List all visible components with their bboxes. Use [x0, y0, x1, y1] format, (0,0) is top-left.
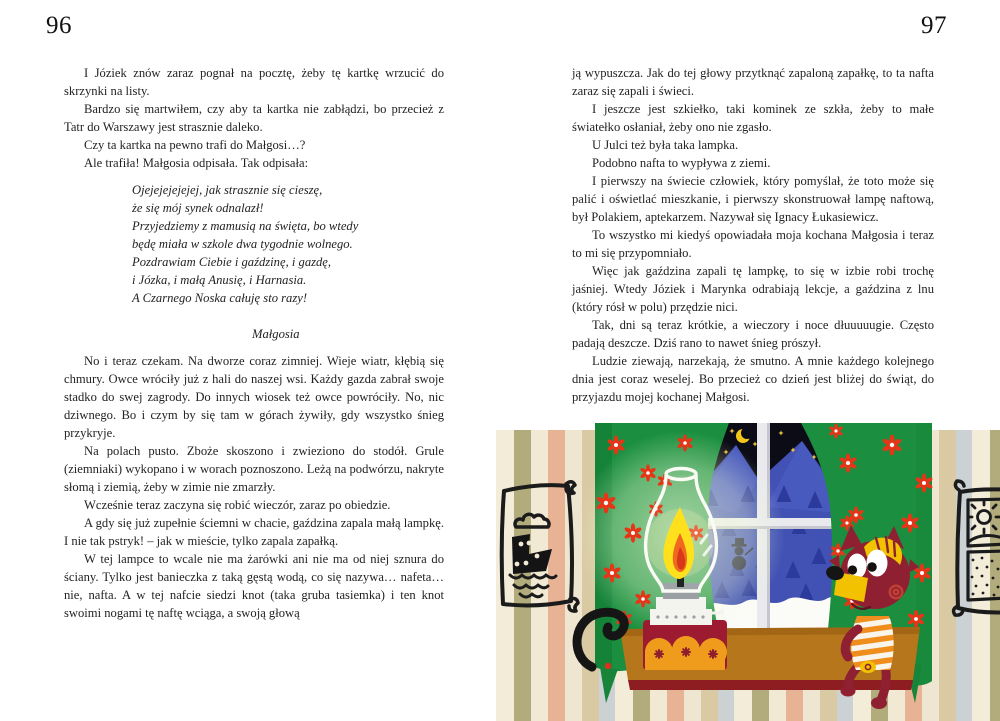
paragraph: A gdy się już zupełnie ściemni w chacie, gaździna zapala małą lampkę. I nie tak pstryk! – jak w mieście, tylko zapala zapałką.	[64, 516, 444, 548]
cat-front-foot	[841, 686, 856, 697]
paragraph: U Julci też była taka lampka.	[592, 138, 739, 152]
letter-line: i Józka, i małą Anusię, i Harnasia.	[132, 273, 307, 287]
page-number-left: 96	[46, 12, 72, 39]
paragraph: Czy ta kartka na pewno trafi do Małgosi…?	[84, 138, 306, 152]
paragraph: I pierwszy na świecie człowiek, który pomyślał, że toto może się palić i oświetlać mieszkanie, i pierwszy skonstruował lampę naftową, był Polakiem, aptekarzem. Nazywał się Ignacy Łukasiewicz.	[572, 174, 934, 224]
letter-line: Pozdrawiam Ciebie i gaździnę, i gazdę,	[132, 255, 332, 269]
paragraph: W tej lampce to wcale nie ma żarówki ani nie ma od niej sznura do ściany. Tylko jest banieczka z taką gęstą wodą, co się nazywa… nafeta… nie, nafta. A w tej nafcie siedzi knot (taka gruba tasiemka) i ten knot swoimi nogami tę naftę wciąga, a swoją głową	[64, 552, 444, 620]
letter-line: A Czarnego Noska całuję sto razy!	[132, 291, 308, 305]
letter-line: będę miała w szkole dwa tygodnie wolnego.	[132, 237, 353, 251]
paragraph: I Józiek znów zaraz pognał na pocztę, żeby tę kartkę wrzucić do skrzynki na listy.	[64, 66, 444, 98]
paragraph: Więc jak gaździna zapali tę lampkę, to się w izbie robi trochę jaśniej. Wtedy Józiek i Marynka odrabiają lekcje, a gaździna z lnu (który rósł w polu) przędzie nici.	[572, 264, 934, 314]
paragraph: Podobno nafta to wypływa z ziemi.	[592, 156, 771, 170]
cat-belly	[860, 661, 876, 673]
paragraph: Ale trafiła! Małgosia odpisała. Tak odpisała:	[84, 156, 309, 170]
paragraph: ją wypuszcza. Jak do tej głowy przytknąć zapaloną zapałkę, to ta nafta zaraz się zapali i świeci.	[572, 66, 934, 98]
letter-from-malgosia	[132, 181, 444, 307]
lamp-stand	[643, 620, 727, 670]
right-page-text	[572, 64, 934, 406]
cat-back-foot	[871, 697, 887, 709]
paragraph: Na polach pusto. Zboże skoszono i zwieziono do stodół. Grule (ziemniaki) wykopano i w worach poznoszono. Leżą na podwórzu, nakryte słomą i ziemią, żeby w zimie nie zmarzły.	[64, 444, 444, 494]
paragraph: I jeszcze jest szkiełko, taki kominek ze szkła, żeby to małe światełko osłaniał, żeby ono nie zgasło.	[572, 102, 934, 134]
paragraph: To wszystko mi kiedyś opowiadała moja kochana Małgosia i teraz to mi się przypomniało.	[572, 228, 934, 260]
letter-line: Przyjedziemy z mamusią na święta, bo wtedy	[132, 219, 359, 233]
paragraph: Ludzie ziewają, narzekają, że smutno. A mnie każdego kolejnego dnia jest coraz weselej. Bo przecież co dzień jest bliżej do świąt, do przyjazdu mojej kochanej Małgosi.	[572, 354, 934, 404]
paragraph: No i teraz czekam. Na dworze coraz zimniej. Wieje wiatr, kłębią się chmury. Owce wróciły już z hali do naszej wsi. Każdy gazda zabrał swoje stadko do swej zagrody. Do innych wiosek też owce powróciły. No, nic dziwnego. Bo i czym by się tam w górach żywiły, gdy wszystko śnieg przykryje.	[64, 354, 444, 440]
left-page-text	[64, 64, 444, 622]
paragraph: Bardzo się martwiłem, czy aby ta kartka nie zabłądzi, bo przecież z Tatr do Warszawy jest strasznie daleko.	[64, 102, 444, 134]
letter-line: że się mój synek odnalazł!	[132, 201, 264, 215]
illustration	[496, 423, 1000, 721]
letter-line: Ojejejejejejej, jak strasznie się cieszę,	[132, 183, 323, 197]
page-number-right: 97	[921, 12, 947, 39]
paragraph: Wcześnie teraz zaczyna się robić wieczór, zaraz po obiedzie.	[84, 498, 391, 512]
paragraph: Tak, dni są teraz krótkie, a wieczory i noce dłuuuuugie. Często padają deszcze. Dziś rano to nawet śnieg prószył.	[572, 318, 934, 350]
letter-signature: Małgosia	[252, 327, 300, 341]
